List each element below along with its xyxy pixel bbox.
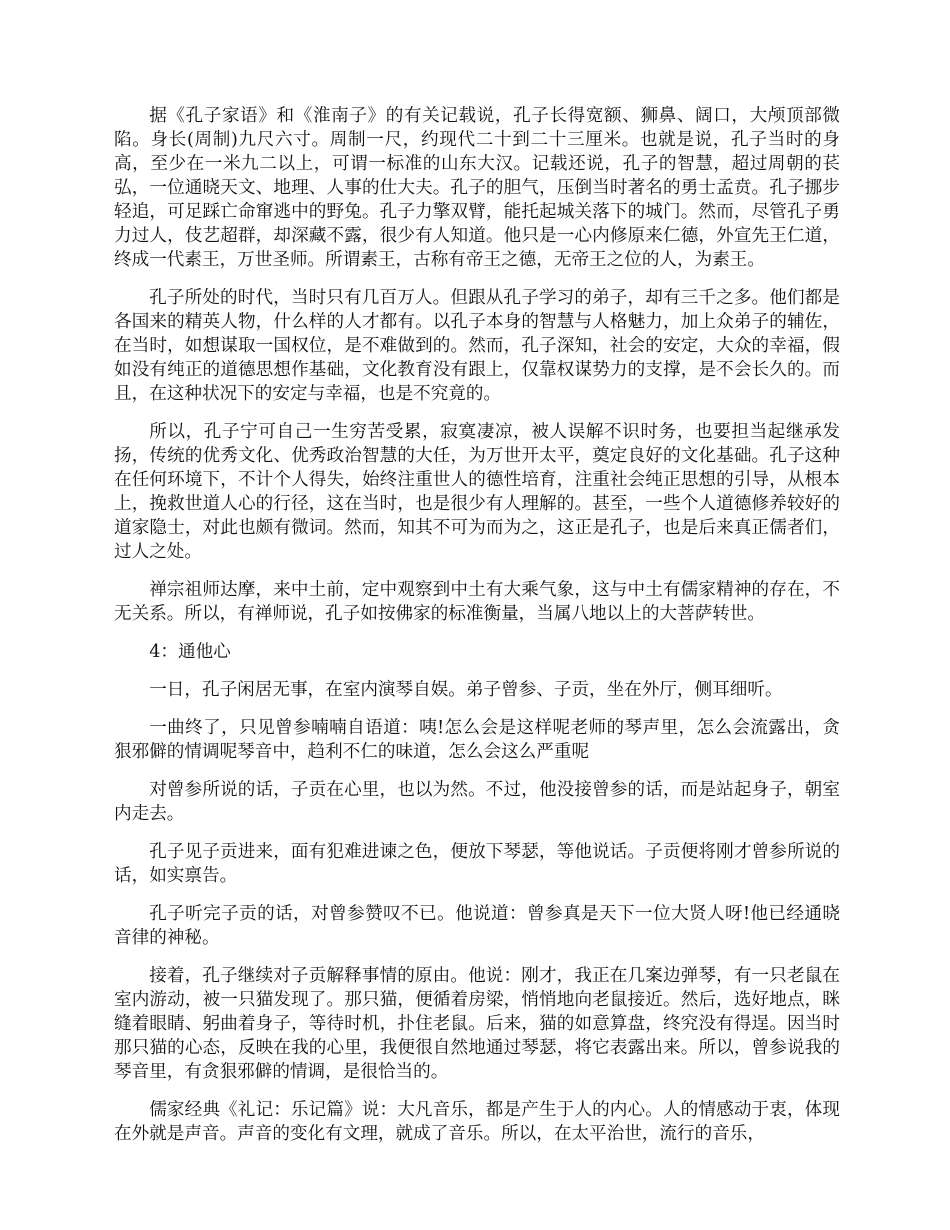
paragraph-10: 接着，孔子继续对子贡解释事情的原由。他说：刚才，我正在几案边弹琴，有一只老鼠在室内游动，被一只猫发现了。那只猫，便循着房梁，悄悄地向老鼠接近。然后，选好地点，眯缝着眼睛、躬曲着身子，等待时机，扑住老鼠。后来，猫的如意算盘，终究没有得逞。因当时那只猫的心态，反映在我的心里，我便很自然地通过琴瑟，将它表露出来。所以，曾参说我的琴音里，有贪狠邪僻的情调，是很恰当的。 bbox=[114, 966, 840, 1082]
paragraph-2: 孔子所处的时代，当时只有几百万人。但跟从孔子学习的弟子，却有三千之多。他们都是各国来的精英人物，什么样的人才都有。以孔子本身的智慧与人格魅力，加上众弟子的辅佐，在当时，如想谋取一国权位，是不难做到的。然而，孔子深知，社会的安定，大众的幸福，假如没有纯正的道德思想作基础，文化教育没有跟上，仅靠权谋势力的支撑，是不会长久的。而且，在这种状况下的安定与幸福，也是不究竟的。 bbox=[114, 288, 840, 404]
paragraph-1: 据《孔子家语》和《淮南子》的有关记载说，孔子长得宽额、狮鼻、阔口，大颅顶部微陷。身长(周制)九尺六寸。周制一尺，约现代二十到二十三厘米。也就是说，孔子当时的身高，至少在一米九二以上，可谓一标准的山东大汉。记载还说，孔子的智慧，超过周朝的苌弘，一位通晓天文、地理、人事的仕大夫。孔子的胆气，压倒当时著名的勇士孟贲。孔子挪步轻追，可足踩亡命窜逃中的野兔。孔子力擎双臂，能托起城关落下的城门。然而，尽管孔子勇力过人，伎艺超群，却深藏不露，很少有人知道。他只是一心内修原来仁德，外宣先王仁道，终成一代素王，万世圣师。所谓素王，古称有帝王之德，无帝王之位的人，为素王。 bbox=[114, 106, 840, 270]
paragraph-3: 所以，孔子宁可自己一生穷苦受累，寂寞凄凉，被人误解不识时务，也要担当起继承发扬，传统的优秀文化、优秀政治智慧的大任，为万世开太平，奠定良好的文化基础。孔子这种在任何环境下，不计个人得失，始终注重世人的德性培育，注重社会纯正思想的引导，从根本上，挽救世道人心的行径，这在当时，也是很少有人理解的。甚至，一些个人道德修养较好的道家隐士，对此也颇有微词。然而，知其不可为而为之，这正是孔子，也是后来真正儒者们，过人之处。 bbox=[114, 422, 840, 562]
paragraph-9: 孔子听完子贡的话，对曾参赞叹不已。他说道：曾参真是天下一位大贤人呀!他已经通晓音律的神秘。 bbox=[114, 904, 840, 948]
paragraph-8: 孔子见子贡进来，面有犯难进谏之色，便放下琴瑟，等他说话。子贡便将刚才曾参所说的话，如实禀告。 bbox=[114, 842, 840, 886]
paragraph-4: 禅宗祖师达摩，来中土前，定中观察到中土有大乘气象，这与中土有儒家精神的存在，不无关系。所以，有禅师说，孔子如按佛家的标准衡量，当属八地以上的大菩萨转世。 bbox=[114, 580, 840, 624]
paragraph-6: 一曲终了，只见曾参喃喃自语道：咦!怎么会是这样呢老师的琴声里，怎么会流露出，贪狠邪僻的情调呢琴音中，趋利不仁的味道，怎么会这么严重呢 bbox=[114, 718, 840, 762]
paragraph-5: 一日，孔子闲居无事，在室内演琴自娱。弟子曾参、子贡，坐在外厅，侧耳细听。 bbox=[149, 680, 783, 700]
document-page bbox=[114, 104, 840, 1160]
section-heading: 4：通他心 bbox=[149, 642, 231, 662]
paragraph-7: 对曾参所说的话，子贡在心里，也以为然。不过，他没接曾参的话，而是站起身子，朝室内走去。 bbox=[114, 780, 840, 824]
paragraph-11: 儒家经典《礼记：乐记篇》说：大凡音乐，都是产生于人的内心。人的情感动于衷，体现在外就是声音。声音的变化有文理，就成了音乐。所以，在太平治世，流行的音乐， bbox=[114, 1100, 840, 1144]
